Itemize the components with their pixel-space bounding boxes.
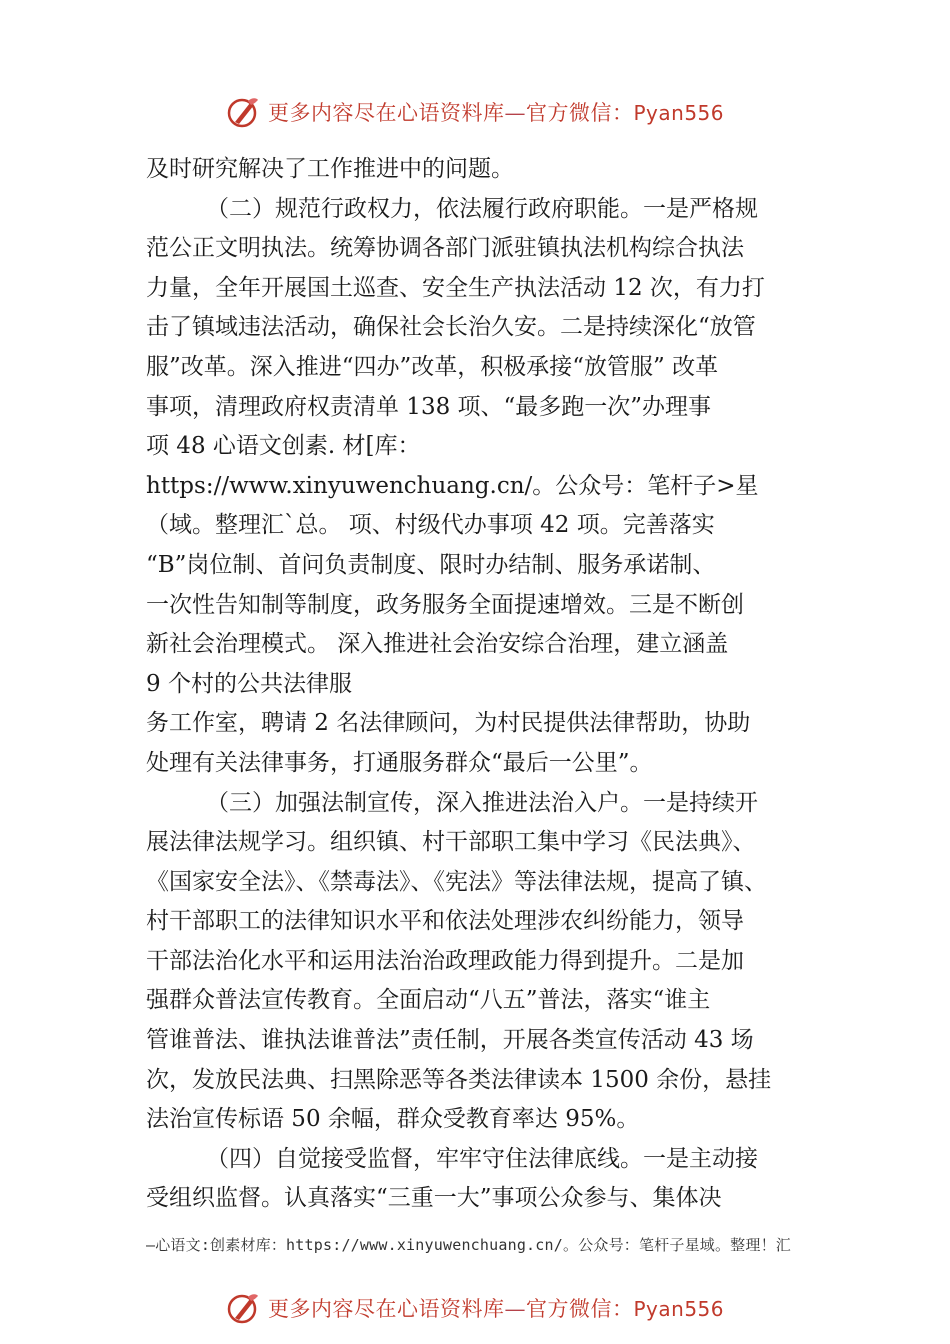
text-line: 项 48 心语文创素. 材[库： [146,433,421,460]
text-line: （域。整理汇`总。 项、村级代办事项 42 项。完善落实 [146,512,715,539]
banner-text [268,1293,724,1323]
banner-separator: — [504,1297,526,1321]
paragraph-heading-3: （三）加强法制宣传，深入推进法治入户。一是持续开 [206,789,758,816]
paragraph-heading-4: （四）自觉接受监督，牢牢守住法律底线。一是主动接 [206,1145,758,1172]
paragraph-heading-2: （二）规范行政权力，依法履行政府职能。一是严格规 [206,195,758,222]
text-line: 法治宣传标语 50 余幅，群众受教育率达 95%。 [146,1106,640,1133]
footer-banner [0,1288,950,1328]
text-line: “B”岗位制、首问负责制度、限时办结制、服务承诺制、 [146,551,716,578]
pen-feather-logo-icon [226,95,260,129]
text-line: 服”改革。深入推进“四办”改革，积极承接“放管服” 改革 [146,353,719,380]
header-banner [0,92,950,132]
text-line: 范公正文明执法。统筹协调各部门派驻镇执法机构综合执法 [146,235,744,262]
banner-text [268,97,724,127]
pen-feather-logo-icon [226,1291,260,1325]
text-line: 及时研究解决了工作推进中的问题。 [146,156,514,182]
text-line: 处理有关法律事务，打通服务群众“最后一公里”。 [146,749,653,776]
text-line: 管谁普法、谁执法谁普法”责任制，开展各类宣传活动 43 场 [146,1027,754,1054]
banner-separator: — [504,101,526,125]
banner-contact: Pyan556 [633,1297,724,1321]
document-body [146,150,826,1219]
banner-middle: 官方微信： [525,1297,634,1321]
text-line: 《国家安全法》、《禁毒法》、《宪法》等法律法规，提高了镇、 [146,868,767,895]
page-footer: —心语文:创素材库：https://www.xinyuwenchuang.cn/。公众号：笔杆子星域。整理！汇 [146,1236,791,1254]
banner-contact: Pyan556 [633,101,724,125]
text-line: 新社会治理模式。 深入推进社会治安综合治理，建立涵盖 [146,631,729,658]
text-line: 次，发放民法典、扫黑除恶等各类法律读本 1500 余份，悬挂 [146,1066,772,1093]
text-line: 击了镇域违法活动，确保社会长治久安。二是持续深化“放管 [146,314,756,341]
text-line: 一次性告知制等制度，政务服务全面提速增效。三是不断创 [146,591,744,618]
text-line: 村干部职工的法律知识水平和依法处理涉农纠纷能力，领导 [146,908,744,935]
text-line: 务工作室，聘请 2 名法律顾问，为村民提供法律帮助，协助 [146,710,751,737]
text-line: 强群众普法宣传教育。全面启动“八五”普法，落实“谁主 [146,987,711,1014]
text-line: 受组织监督。认真落实“三重一大”事项公众参与、集体决 [146,1185,722,1212]
text-line: 9 个村的公共法律服 [146,670,352,697]
banner-middle: 官方微信： [525,101,634,125]
banner-prefix: 更多内容尽在心语资料库 [267,1297,505,1321]
text-line: https://www.xinyuwenchuang.cn/。公众号：笔杆子>星 [146,472,759,499]
text-line: 干部法治化水平和运用法治治政理政能力得到提升。二是加 [146,947,744,974]
text-line: 事项，清理政府权责清单 138 项、“最多跑一次”办理事 [146,393,712,420]
text-line: 展法律法规学习。组织镇、村干部职工集中学习《民法典》、 [146,829,756,856]
text-line: 力量，全年开展国土巡查、安全生产执法活动 12 次，有力打 [146,274,765,301]
banner-prefix: 更多内容尽在心语资料库 [267,101,505,125]
